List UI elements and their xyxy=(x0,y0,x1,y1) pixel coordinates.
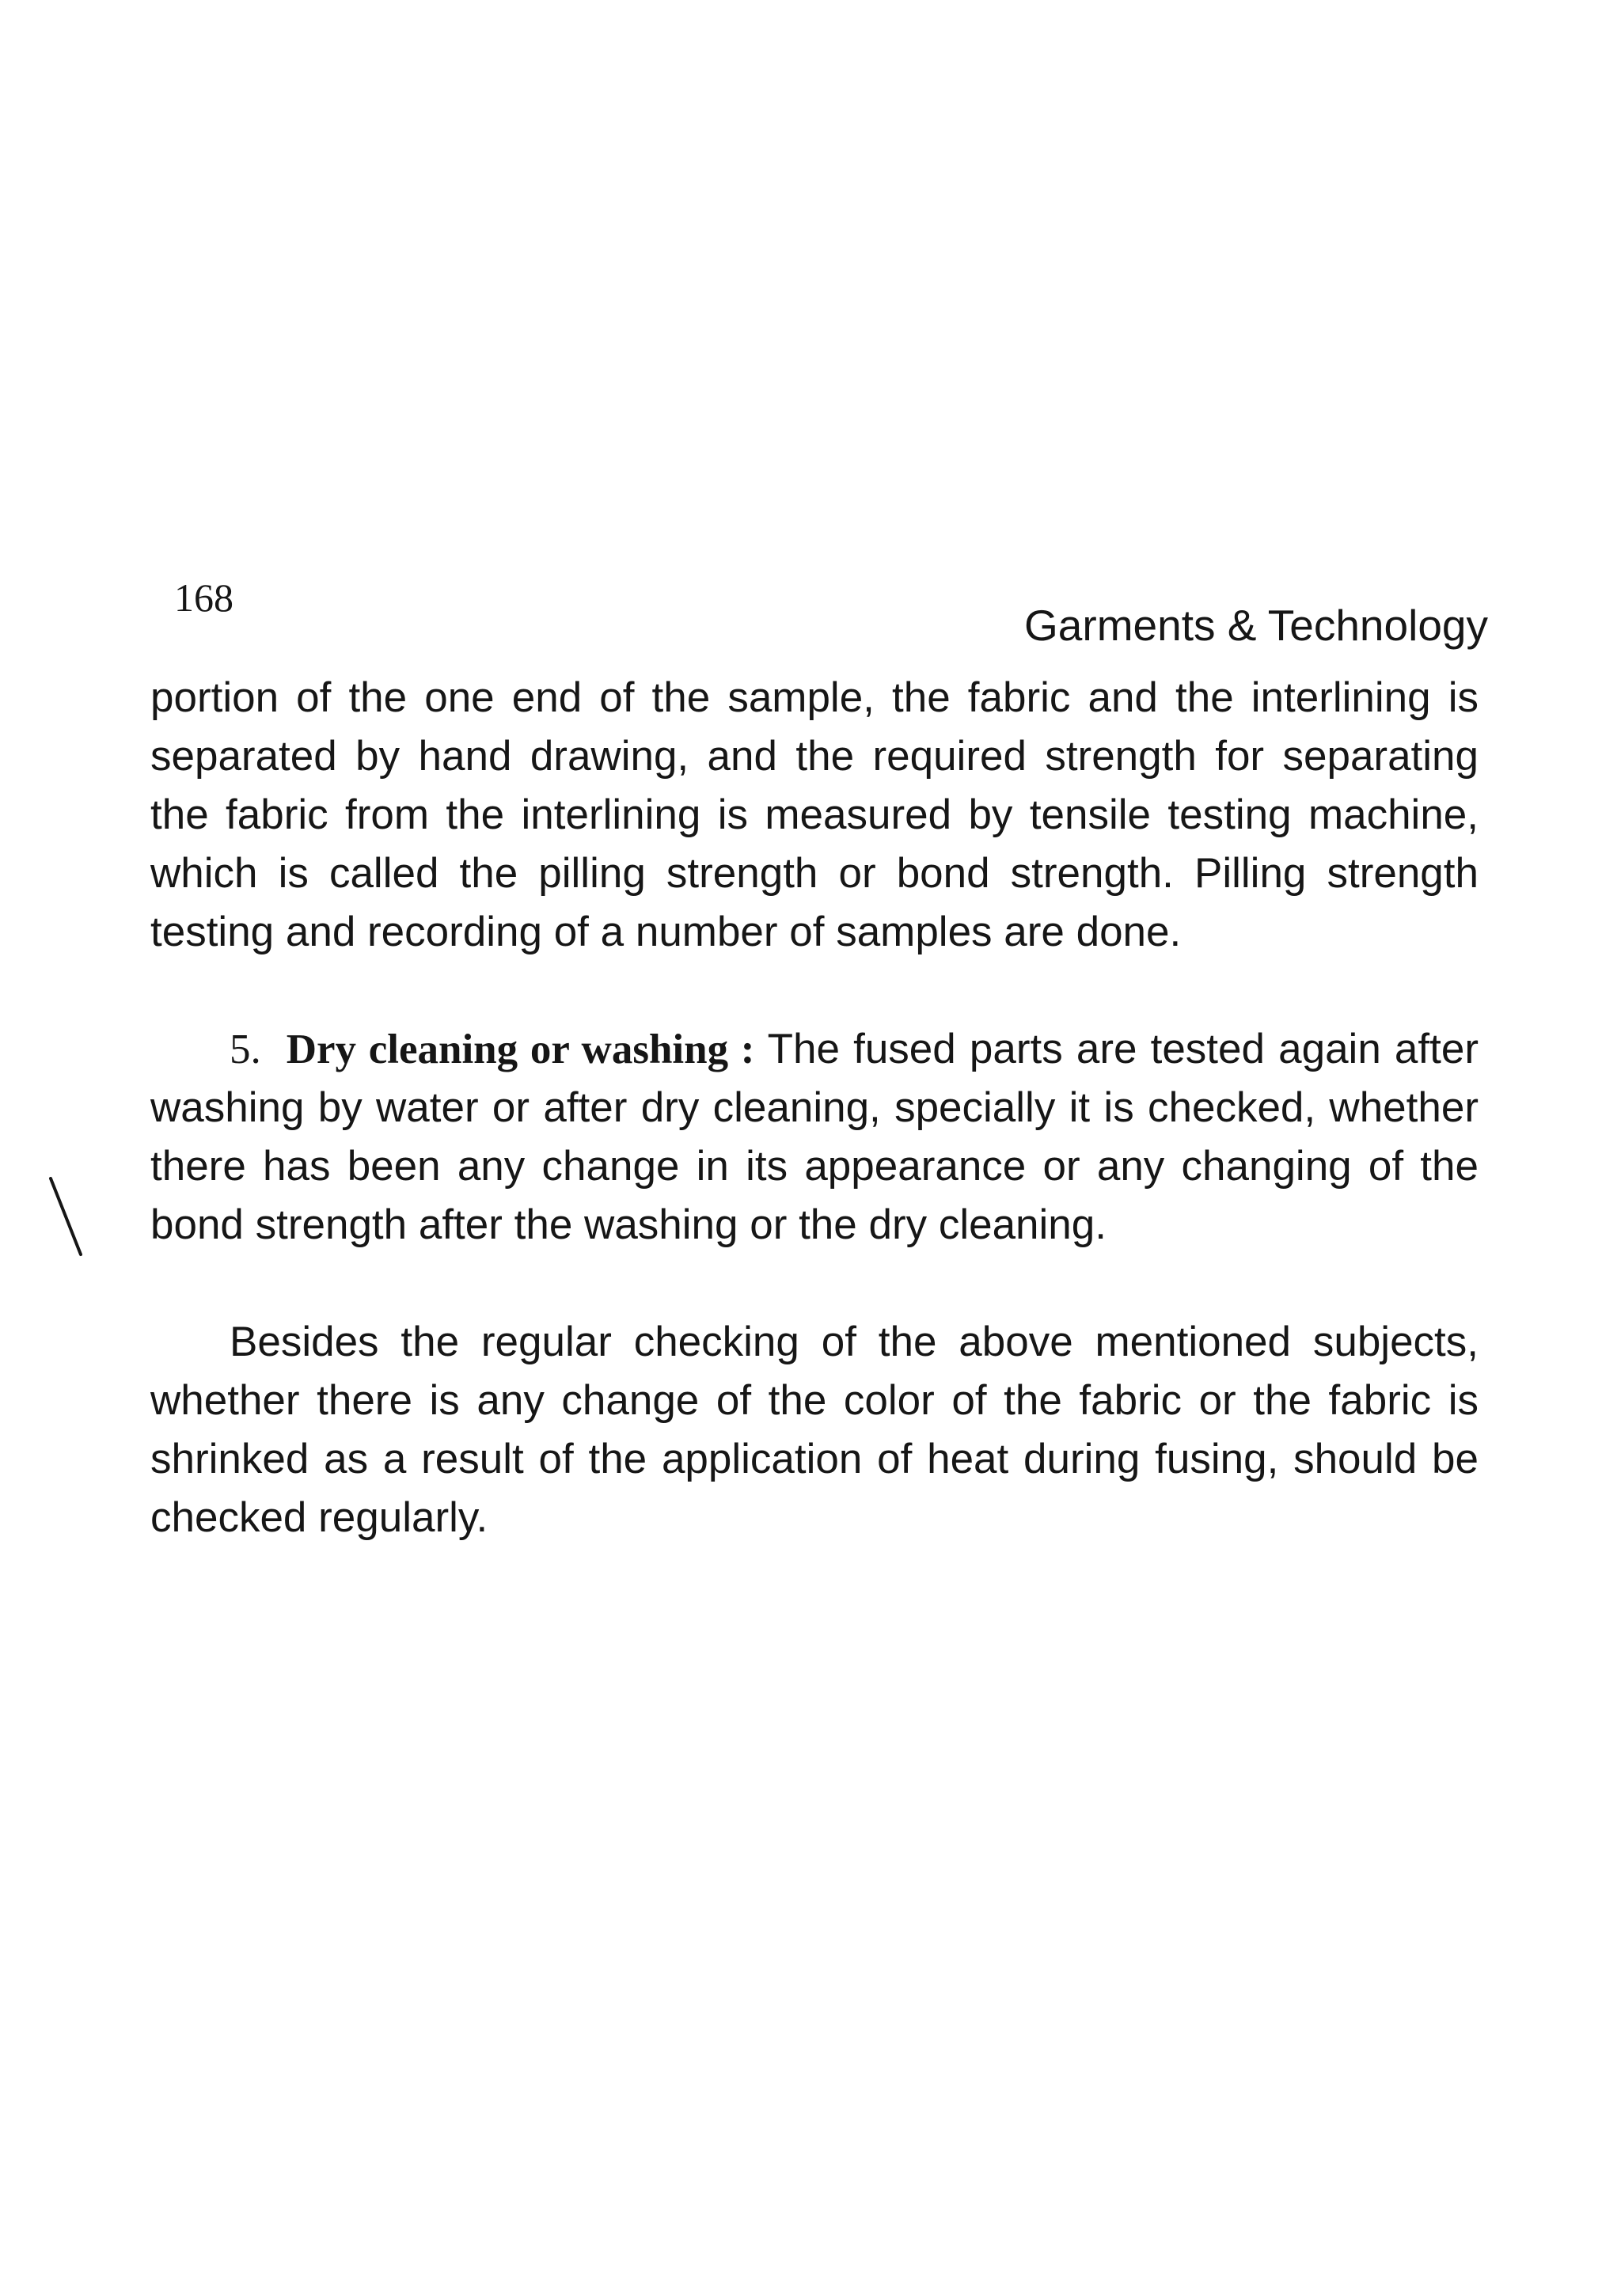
body-text xyxy=(150,669,1479,1547)
pen-stroke-mark xyxy=(46,1175,85,1258)
page-number: 168 xyxy=(174,575,233,620)
section-heading: Dry cleaning or washing : xyxy=(286,1027,755,1072)
paragraph-dry-cleaning-text: The fused parts are tested again after washing by water or after dry cleaning, specially it is checked, whether there has been any change in its appearance or any changing of the bond strength after the washing or the dry cleaning. xyxy=(150,1026,1479,1248)
paragraph-bond-strength: portion of the one end of the sample, the fabric and the interlining is separated by hand drawing, and the required strength for separating the fabric from the interlining is measured by tensile testing machine, which is called the pilling strength or bond strength. Pilling strength testing and recording of a number of samples are done. xyxy=(150,674,1479,955)
paragraph-dry-cleaning xyxy=(150,1020,1479,1254)
paragraph-regular-checking: Besides the regular checking of the above mentioned subjects, whether there is any change of the color of the fabric or the fabric is shrinked as a result of the application of heat during fusing, should be checked regularly. xyxy=(150,1319,1479,1541)
page-header xyxy=(150,574,1488,653)
list-item-number: 5. xyxy=(230,1027,261,1072)
running-title: Garments & Technology xyxy=(1024,601,1488,650)
